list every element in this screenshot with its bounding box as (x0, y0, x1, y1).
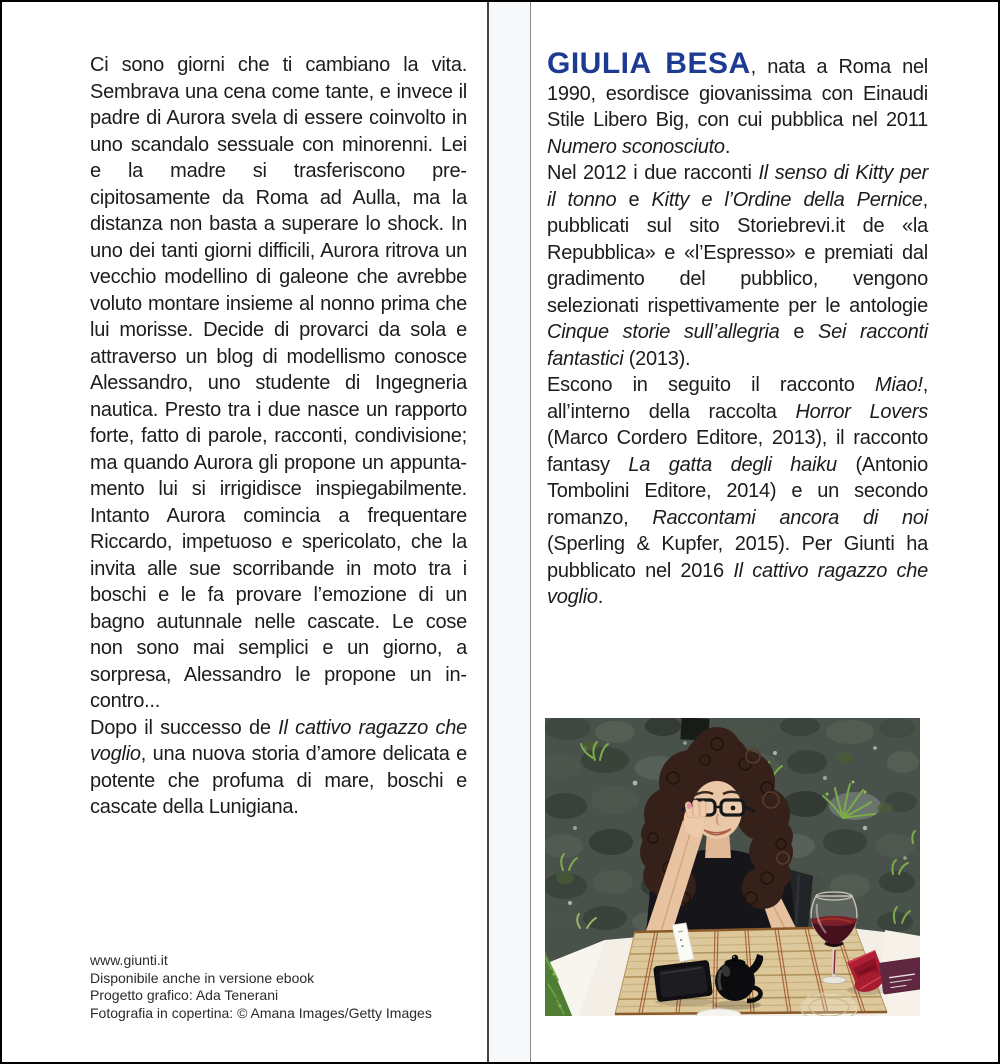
bio-paragraph-2: Nel 2012 i due racconti Il senso di Kitty per il tonno e Kitty e l’Ordine della Pernice, pubblicati sul sito Storiebrevi.it de «la Repubblica» e «l’Espresso» e premiati dal gradimento del pubblico, vengono selezionati rispettivamente per le antologie Cinque storie sull’allegria e Sei racconti fantastici (2013). (547, 162, 928, 370)
water-glass (800, 993, 858, 1016)
ebook-note: Disponibile anche in versione ebook (90, 969, 315, 986)
photo-credit: Fotografia in copertina: © Amana Images/Getty Images (90, 1004, 432, 1021)
synopsis-paragraph-2: Dopo il successo de Il cattivo ragazzo che voglio, una nuova storia d’amore delicata e potente che profuma di mare, boschi e cascate della Lunigiana. (90, 716, 468, 818)
menu-card (879, 957, 920, 995)
author-photo (545, 718, 920, 1016)
publisher-url: www.giunti.it (90, 952, 168, 968)
design-credit: Progetto grafico: Ada Tenerani (90, 987, 279, 1003)
spine-fold (487, 2, 531, 1062)
left-flap (2, 2, 489, 1062)
author-bio (547, 47, 929, 611)
colophon (90, 952, 432, 1022)
bio-paragraph-3: Escono in seguito il racconto Miao!, all’interno della raccolta Horror Lovers (Marco Cordero Editore, 2013), il racconto fantasy La gatta degli haiku (Antonio Tombolini Editore, 2014) e un secondo romanzo, Raccontami ancora di noi (Sperling & Kupfer, 2015). Per Giunti ha pubblicato nel 2016 Il cattivo ragazzo che voglio. (547, 374, 929, 608)
synopsis (90, 52, 467, 821)
synopsis-paragraph-1: Ci sono giorni che ti cambiano la vita. Sembrava una cena come tante, e invece il padre di Aurora svela di essere coinvolto in uno scandalo sessuale con minorenni. Lei e la madre si trasferiscono precipitosamente da Roma ad Aulla, ma la distanza non basta a superare lo shock. In uno dei tanti giorni difficili, Aurora ritrova un vecchio modellino di galeone che avrebbe voluto montare insieme al nonno prima che lui morisse. Decide di provarci da sola e attraverso un blog di modellismo conosce Alessandro, uno studente di Ingegneria nautica. Presto tra i due nasce un rapporto forte, fatto di parole, racconti, condivisione; ma quando Aurora gli propone un appuntamento lui si irrigidisce inspiegabilmente. Intanto Aurora comincia a frequentare Riccardo, impetuoso e spericolato, che la invita alle sue scorribande in moto tra i boschi e le fa provare l’emozione di un bagno autunnale nelle cascate. Le cose non sono mai semplici e un giorno, a sorpresa, Alessandro le propone un incontro... (90, 54, 467, 712)
right-flap (532, 2, 1000, 1062)
bio-paragraph-1: GIULIA BESA, nata a Roma nel 1990, esordisce giovanissima con Einaudi Stile Libero Big, con cui pubblica nel 2011 Numero sconosciuto. (547, 47, 929, 158)
